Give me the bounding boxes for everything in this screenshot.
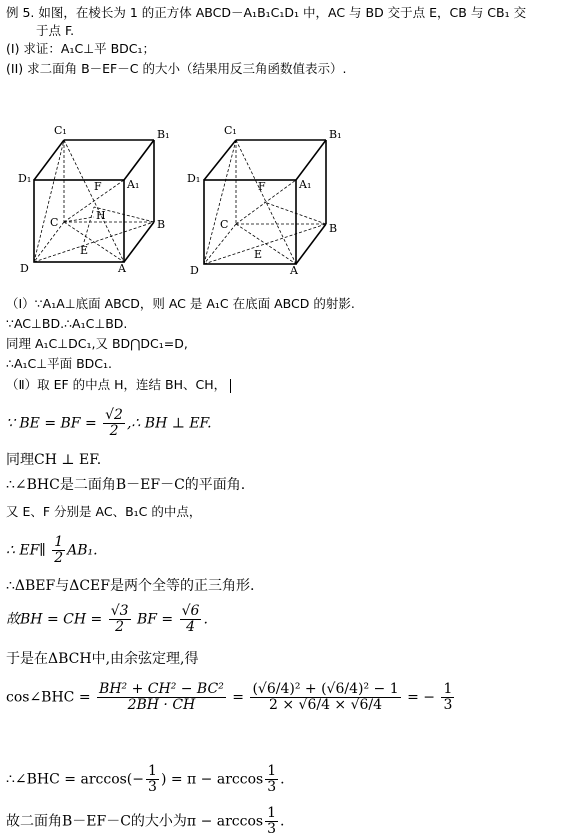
solution-line-3: 同理 A₁C⊥DC₁,又 BD⋂DC₁=D, — [6, 336, 188, 351]
denominator: 2 — [54, 550, 64, 566]
numerator: √6 — [181, 603, 200, 619]
fraction — [52, 535, 65, 566]
solution-line-9: 又 E、F 分别是 AC、B₁C 的中点， — [6, 504, 202, 519]
numerator: BH² + CH² − BC² — [99, 681, 224, 697]
label-c1: C₁ — [54, 124, 67, 137]
denominator: 3 — [267, 779, 277, 795]
label-d: D — [190, 264, 199, 277]
solution-line-10 — [6, 535, 98, 566]
label-e: E — [80, 244, 89, 257]
angle-bhc-text: ∴∠BHC = arccos(− — [6, 771, 145, 788]
bh-perp-text: ,∴ BH ⊥ EF. — [126, 415, 212, 432]
fraction — [97, 682, 226, 713]
ef-parallel-text: ∴ EF∥ — [6, 542, 46, 559]
solution-line-5 — [6, 376, 231, 394]
left-cube-figure — [34, 140, 154, 262]
fraction — [146, 764, 159, 795]
fraction — [180, 604, 202, 635]
equals: = — [232, 689, 244, 706]
problem-part-1: (I) 求证：A₁C⊥平 BDC₁； — [6, 41, 156, 56]
solution-line-1: （Ⅰ）∵A₁A⊥底面 ABCD，则 AC 是 A₁C 在底面 ABCD 的射影. — [6, 296, 355, 311]
numerator: √2 — [105, 407, 123, 423]
pi-arccos-text: ) = π − arccos — [160, 771, 264, 788]
solution-line-7: 同理CH ⊥ EF. — [6, 452, 102, 468]
label-e: E — [254, 248, 263, 261]
bh-ch-text: 故BH = CH = — [6, 611, 103, 628]
left-cube-labels — [18, 124, 170, 275]
solution-line-6 — [6, 408, 212, 439]
solution-line-5-text: （Ⅱ）取 EF 的中点 H，连结 BH、CH， — [6, 377, 227, 392]
fraction — [441, 682, 454, 713]
denominator: 3 — [267, 821, 277, 837]
right-cube-labels — [187, 124, 342, 277]
numerator: 1 — [267, 763, 277, 779]
fraction — [265, 764, 278, 795]
result-text: = − — [407, 689, 435, 706]
solution-line-15 — [6, 764, 285, 795]
solution-line-14 — [6, 682, 456, 713]
label-b1: B₁ — [157, 128, 170, 141]
fraction — [250, 682, 400, 713]
label-c: C — [220, 218, 229, 231]
denominator: 2 — [115, 619, 125, 635]
label-a: A — [290, 264, 298, 277]
problem-part-2: (II) 求二面角 B－EF－C 的大小（结果用反三角函数值表示）. — [6, 61, 347, 76]
solution-line-4: ∴A₁C⊥平面 BDC₁. — [6, 356, 113, 371]
numerator: 1 — [443, 681, 453, 697]
conclusion-text: 故二面角B－EF－C的大小为π − arccos — [6, 813, 264, 830]
denominator: 4 — [186, 619, 195, 635]
problem-line-2: 于点 F. — [36, 23, 75, 38]
numerator: √3 — [110, 603, 129, 619]
denominator: 2 — [109, 423, 119, 439]
period: . — [280, 813, 285, 830]
label-c1: C₁ — [224, 124, 237, 137]
numerator: 1 — [54, 534, 64, 550]
label-a1: A₁ — [127, 178, 140, 191]
label-f: F — [94, 180, 102, 193]
denominator: 3 — [148, 779, 157, 795]
solution-line-2: ∵AC⊥BD.∴A₁C⊥BD. — [6, 316, 128, 331]
cube-figures — [14, 122, 394, 282]
period: . — [280, 771, 285, 788]
label-h: H — [96, 209, 106, 222]
solution-line-11: ∴ΔBEF与ΔCEF是两个全等的正三角形. — [6, 578, 255, 594]
problem-line-1: 例 5. 如图，在棱长为 1 的正方体 ABCD－A₁B₁C₁D₁ 中，AC 与 BD 交于点 E，CB 与 CB₁ 交 — [6, 5, 527, 20]
text-cursor — [230, 379, 231, 393]
label-b: B — [329, 222, 338, 235]
label-a1: A₁ — [299, 178, 312, 191]
label-d1: D₁ — [18, 172, 32, 185]
denominator: 3 — [443, 697, 453, 713]
fraction — [103, 408, 125, 439]
label-d1: D₁ — [187, 172, 201, 185]
numerator: 1 — [267, 805, 277, 821]
denominator: 2 × √6/4 × √6/4 — [268, 697, 383, 713]
numerator: (√6/4)² + (√6/4)² − 1 — [252, 681, 399, 697]
fraction — [109, 604, 131, 635]
label-b1: B₁ — [329, 128, 342, 141]
label-b: B — [157, 218, 166, 231]
denominator: 2BH · CH — [127, 697, 196, 713]
cos-bhc-text: cos∠BHC = — [6, 689, 91, 706]
solution-line-8: ∴∠BHC是二面角B－EF－C的平面角. — [6, 477, 246, 493]
solution-line-16 — [6, 806, 284, 837]
label-c: C — [50, 216, 59, 229]
period: . — [203, 611, 208, 628]
label-f: F — [258, 180, 266, 193]
numerator: 1 — [148, 763, 157, 779]
right-cube-figure — [204, 140, 326, 264]
fraction — [265, 806, 278, 837]
bf-text: BF = — [136, 611, 174, 628]
label-a: A — [118, 262, 126, 275]
be-bf-text: ∵ BE = BF = — [6, 415, 97, 432]
label-d: D — [20, 262, 29, 275]
ab1-text: AB₁. — [67, 542, 98, 559]
solution-line-12 — [6, 604, 208, 635]
solution-line-13: 于是在ΔBCH中,由余弦定理,得 — [6, 651, 199, 667]
